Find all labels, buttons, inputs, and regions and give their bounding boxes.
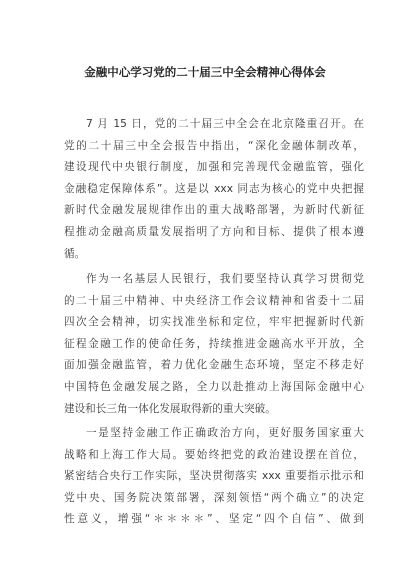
paragraph-line: 战略和上海工作大局。要始终把党的政治建设摆在首位， <box>64 448 364 461</box>
document-title: 金融中心学习党的二十届三中全会精神心得体会 <box>84 65 326 79</box>
paragraph-line: 作为一名基层人民银行，我们要坚持认真学习贯彻党 <box>86 273 364 285</box>
paragraph-line: 的二十届三中精神、中央经济工作会议精神和省委十二届 <box>64 294 364 307</box>
paragraph-line: 建设和长三角一体化发展取得新的重大突破。 <box>64 402 276 415</box>
paragraph-line: 征程金融工作的使命任务，持续推进金融高水平开放，全 <box>64 337 364 350</box>
paragraph-2 <box>64 269 364 420</box>
paragraph-line: 紧密结合央行工作实际，坚决贯彻落实 xxx 重要指示批示和 <box>64 470 364 483</box>
paragraph-line: 党的二十届三中全会报告中指出，“深化金融体制改革， <box>64 139 364 152</box>
paragraph-line: 新时代金融发展规律作出的重大战略部署，为新时代新征 <box>64 204 364 217</box>
paragraph-line: 中国特色金融发展之路，全力以赴推动上海国际金融中心 <box>64 380 364 393</box>
paragraph-line: 四次全会精神，切实找准坐标和定位，牢牢把握新时代新 <box>64 316 364 329</box>
paragraph-3 <box>64 423 364 531</box>
paragraph-line: 建设现代中央银行制度，加强和完善现代金融监管，强化 <box>64 161 364 174</box>
paragraph-line: 程推动金融高质量发展指明了方向和目标、提供了根本遵 <box>64 225 364 238</box>
paragraph-line: 一是坚持金融工作正确政治方向，更好服务国家重大 <box>86 427 364 439</box>
paragraph-line: 循。 <box>64 247 86 260</box>
paragraph-1 <box>64 114 364 265</box>
paragraph-line: 7 月 15 日，党的二十届三中全会在北京隆重召开。在 <box>86 118 364 130</box>
paragraph-line: 金融稳定保障体系”。这是以 xxx 同志为核心的党中央把握 <box>64 182 364 195</box>
paragraph-line: 面加强金融监管，着力优化金融生态环境，坚定不移走好 <box>64 359 364 372</box>
paragraph-line: 性意义，增强“＊＊＊＊”、坚定“四个自信”、做到 <box>64 513 364 526</box>
paragraph-line: 党中央、国务院决策部署，深刻领悟“两个确立”的决定 <box>64 491 364 504</box>
